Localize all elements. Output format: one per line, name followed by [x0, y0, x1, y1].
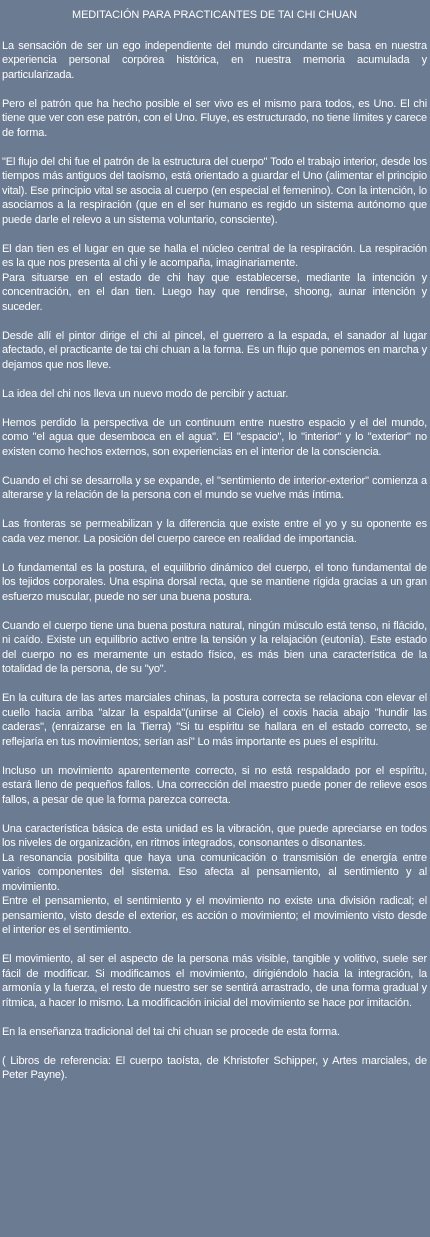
page-title: MEDITACIÓN PARA PRACTICANTES DE TAI CHI CHUAN — [72, 9, 357, 21]
paragraph-vibracion: Una característica básica de esta unidad es la vibración, que puede apreciarse en todos los niveles de organización, en ritmos integrados, consonantes o disonantes. — [2, 822, 427, 849]
paragraph-pintor: Desde allí el pintor dirige el chi al pincel, el guerrero a la espada, el sanador al lugar afectado, el practicante de tai chi chuan a la forma. Es un flujo que ponemos en marcha y dejamos que nos lleve. — [2, 329, 427, 371]
paragraph-pensamiento: Entre el pensamiento, el sentimiento y el movimiento no existe una división radical; el pensamiento, visto desde el exterior, es acción o movimiento; el movimiento visto desde el interior es el sentimiento. — [2, 895, 427, 936]
paragraph-ensenanza: En la enseñanza tradicional del tai chi chuan se procede de esta forma. — [2, 1025, 340, 1038]
paragraph-dan-tien: El dan tien es el lugar en que se halla el núcleo central de la respiración. La respiración es la que nos presenta al chi y le acompaña, imaginariamente. — [2, 242, 427, 269]
paragraph-continuum: Hemos perdido la perspectiva de un continuum entre nuestro espacio y el del mundo, como "el agua que desemboca en el agua". El "espacio", lo "interior" y lo "exterior" no existen como hechos externos, son experiencias en el interior de la consciencia. — [2, 416, 427, 458]
paragraph-movimiento: El movimiento, al ser el aspecto de la persona más visible, tangible y volitivo, suele ser fácil de modificar. Si modificamos el movimiento, dirigiéndolo hacia la integración, la armonía y la fuerza, el resto de nuestro ser se sentirá arrastrado, de una forma gradual y rítmica, a hacer lo mismo. La modificación inicial del movimiento se hace por imitación. — [2, 953, 427, 1009]
paragraph-patron: Pero el patrón que ha hecho posible el ser vivo es el mismo para todos, es Uno. El chi tiene que ver con ese patrón, con el Uno. Fluye, es estructurado, no tiene límites y carece de forma. — [2, 97, 427, 139]
paragraph-estado-chi: Para situarse en el estado de chi hay que establecerse, mediante la intención y concentración, en el dan tien. Luego hay que rendirse, shoong, aunar intención y suceder. — [2, 271, 427, 313]
paragraph-flujo-chi: "El flujo del chi fue el patrón de la estructura del cuerpo" Todo el trabajo interior, desde los tiempos más antiguos del taoísmo, está orientado a guardar el Uno (alimentar el principio vital). Ese principio vital se asocia al cuerpo (en especial el femenino). Con la intención, lo asociamos a la respiración (que en el ser humano es regido un sistema autónomo que puede darle el relevo a un sistema voluntario, consciente). — [2, 155, 427, 226]
paragraph-buena-postura: Cuando el cuerpo tiene una buena postura natural, ningún músculo está tenso, ni flácido, ni caído. Existe un equilibrio activo entre la tensión y la relajación (eutonía). Este estado del cuerpo no es meramente un estado físico, es más bien una característica de la totalidad de la persona, de su "yo". — [2, 619, 427, 675]
paragraph-referencias: ( Libros de referencia: El cuerpo taoísta, de Khristofer Schipper, y Artes marciales, de Peter Payne). — [2, 1054, 427, 1081]
paragraph-idea-chi: La idea del chi nos lleva un nuevo modo de percibir y actuar. — [2, 387, 289, 400]
paragraph-movimiento-correcto: Incluso un movimiento aparentemente correcto, si no está respaldado por el espíritu, estará lleno de pequeños fallos. Una corrección del maestro puede poner de relieve esos fallos, a pesar de que la forma parezca correcta. — [2, 764, 427, 806]
paragraph-interior-exterior: Cuando el chi se desarrolla y se expande, el "sentimiento de interior-exterior" comienza a alterarse y la relación de la persona con el mundo se vuelve más íntima. — [2, 474, 427, 501]
paragraph-ego: La sensación de ser un ego independiente del mundo circundante se basa en nuestra experiencia personal corpórea histórica, en nuestra memoria acumulada y particularizada. — [2, 39, 427, 81]
paragraph-resonancia: La resonancia posibilita que haya una comunicación o transmisión de energía entre varios componentes del sistema. Eso afecta al pensamiento, al sentimiento y al movimiento. — [2, 851, 427, 893]
paragraph-artes-marciales: En la cultura de las artes marciales chinas, la postura correcta se relaciona con elevar el cuello hacia arriba "alzar la espalda"(unirse al Cielo) el coxis hacia abajo "hundir las caderas", (enraizarse en la Tierra) "Si tu espíritu se hallara en el estado correcto, se reflejaría en tus movimientos; serían así" Lo más importante es pues el espíritu. — [2, 692, 427, 748]
paragraph-postura: Lo fundamental es la postura, el equilibrio dinámico del cuerpo, el tono fundamental de los tejidos corporales. Una espina dorsal recta, que se mantiene rígida gracias a un gran esfuerzo muscular, puede no ser una buena postura. — [2, 561, 427, 603]
paragraph-fronteras: Las fronteras se permeabilizan y la diferencia que existe entre el yo y su oponente es cada vez menor. La posición del cuerpo carece en realidad de importancia. — [2, 518, 427, 545]
